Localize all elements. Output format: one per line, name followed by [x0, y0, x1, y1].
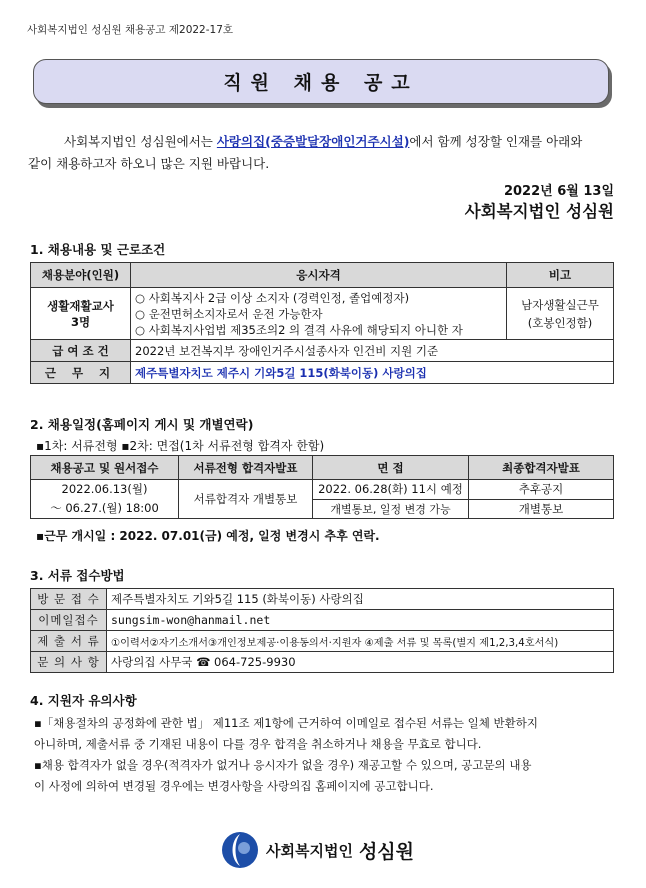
submission-table: [30, 588, 614, 673]
col-note: 비고: [507, 263, 614, 288]
period-start: 2022.06.13(월): [61, 482, 148, 496]
final-announce: 추후공지: [469, 480, 614, 500]
location-label: 근 무 지: [31, 362, 131, 384]
applicant-notes: [30, 713, 614, 797]
location-value: 제주특별자치도 제주시 기와5길 115(화북이동) 사랑의집: [131, 362, 614, 384]
recruitment-table: [30, 262, 614, 384]
table-row: [31, 589, 614, 610]
table-row: [31, 652, 614, 673]
footer-org-prefix: 사회복지법인: [266, 841, 353, 860]
visit-value: 제주특별자치도 기와5길 115 (화북이동) 사랑의집: [107, 589, 614, 610]
visit-label: 방 문 접 수: [31, 589, 107, 610]
field-name: 생활재활교사: [47, 298, 114, 313]
note-line2: (호봉인정함): [527, 315, 593, 330]
section2-heading: 2. 채용일정(홈페이지 게시 및 개별연락): [30, 417, 254, 432]
section3-heading: 3. 서류 접수방법: [30, 568, 125, 583]
page-title: 직원 채용 공고: [223, 72, 419, 94]
note-paragraph: ▪채용 합격자가 없을 경우(적격자가 없거나 응시자가 없을 경우) 재공고할 수 있으며, 공고문의 내용: [34, 758, 532, 772]
table-row: [31, 610, 614, 631]
note-paragraph: ▪「채용절차의 공정화에 관한 법」 제11조 제1항에 근거하여 이메일로 접수된 서류는 일체 반환하지: [34, 716, 538, 730]
final-notice: 개별통보: [469, 499, 614, 519]
interview-note: 개별통보, 일정 변경 가능: [313, 499, 469, 519]
announcement-number: 사회복지법인 성심원 채용공고 제2022-17호: [27, 24, 234, 36]
posting-period: [31, 480, 179, 519]
table-row: [31, 631, 614, 652]
organization-name: 사회복지법인 성심원: [464, 202, 614, 221]
col-interview: 면 접: [313, 456, 469, 480]
facility-highlight: 사랑의집(중증발달장애인거주시설): [216, 134, 410, 149]
interview-date: 2022. 06.28(화) 11시 예정: [313, 480, 469, 500]
period-end: ～ 06.27.(월) 18:00: [50, 501, 159, 515]
col-field: 채용분야(인원): [31, 263, 131, 288]
documents-value: ①이력서②자기소개서③개인정보제공·이용동의서·지원자 ④제출 서류 및 목록(별지 제1,2,3,4호서식): [107, 631, 614, 652]
title-banner: [33, 59, 609, 104]
qualification-cell: [131, 288, 507, 340]
note-line1: 남자생활실근무: [521, 297, 599, 312]
intro-line2: 같이 채용하고자 하오니 많은 지원 바랍니다.: [28, 156, 270, 171]
footer-logo-block: [220, 830, 414, 870]
schedule-stages: ▪1차: 서류전형 ▪2차: 면접(1차 서류전형 합격자 한함): [36, 439, 325, 453]
intro-post: 에서 함께 성장할 인재를 아래와: [409, 134, 583, 149]
note-cell: [507, 288, 614, 340]
field-count: 3명: [70, 314, 91, 329]
email-value: sungsim-won@hanmail.net: [107, 610, 614, 631]
field-cell: [31, 288, 131, 340]
pay-value: 2022년 보건복지부 장애인거주시설종사자 인건비 지원 기준: [131, 340, 614, 362]
start-date-notice: ▪근무 개시일 : 2022. 07.01(금) 예정, 일정 변경시 추후 연락.: [36, 529, 380, 543]
schedule-table: [30, 455, 614, 519]
col-posting: 채용공고 및 원서접수: [31, 456, 179, 480]
footer-org-name: 성심원: [358, 840, 415, 863]
inquiry-label: 문 의 사 항: [31, 652, 107, 673]
col-doc-result: 서류전형 합격자발표: [179, 456, 313, 480]
qualification-item: ○ 운전면허소지자로서 운전 가능한자: [135, 306, 323, 321]
intro-pre: 사회복지법인 성심원에서는: [64, 134, 217, 149]
doc-result-value: 서류합격자 개별통보: [179, 480, 313, 519]
section4-heading: 4. 지원자 유의사항: [30, 693, 137, 708]
qualification-item: ○ 사회복지사 2급 이상 소지자 (경력인정, 졸업예정자): [135, 290, 410, 305]
note-paragraph: 이 사정에 의하여 변경될 경우에는 변경사항을 사랑의집 홈페이지에 공고합니다.: [34, 779, 434, 793]
announcement-date: 2022년 6월 13일: [503, 184, 614, 199]
inquiry-value: 사랑의집 사무국 ☎ 064-725-9930: [107, 652, 614, 673]
col-qualification: 응시자격: [131, 263, 507, 288]
note-paragraph: 아니하며, 제출서류 중 기재된 내용이 다를 경우 합격을 취소하거나 채용을 무효로 합니다.: [34, 737, 482, 751]
col-final: 최종합격자발표: [469, 456, 614, 480]
section1-heading: 1. 채용내용 및 근로조건: [30, 242, 166, 257]
intro-paragraph: [28, 131, 620, 175]
documents-label: 제 출 서 류: [31, 631, 107, 652]
email-label: 이메일접수: [31, 610, 107, 631]
organization-logo-icon: [220, 830, 260, 870]
pay-label: 급 여 조 건: [31, 340, 131, 362]
qualification-item: ○ 사회복지사업법 제35조의2 의 결격 사유에 해당되지 아니한 자: [135, 322, 463, 337]
